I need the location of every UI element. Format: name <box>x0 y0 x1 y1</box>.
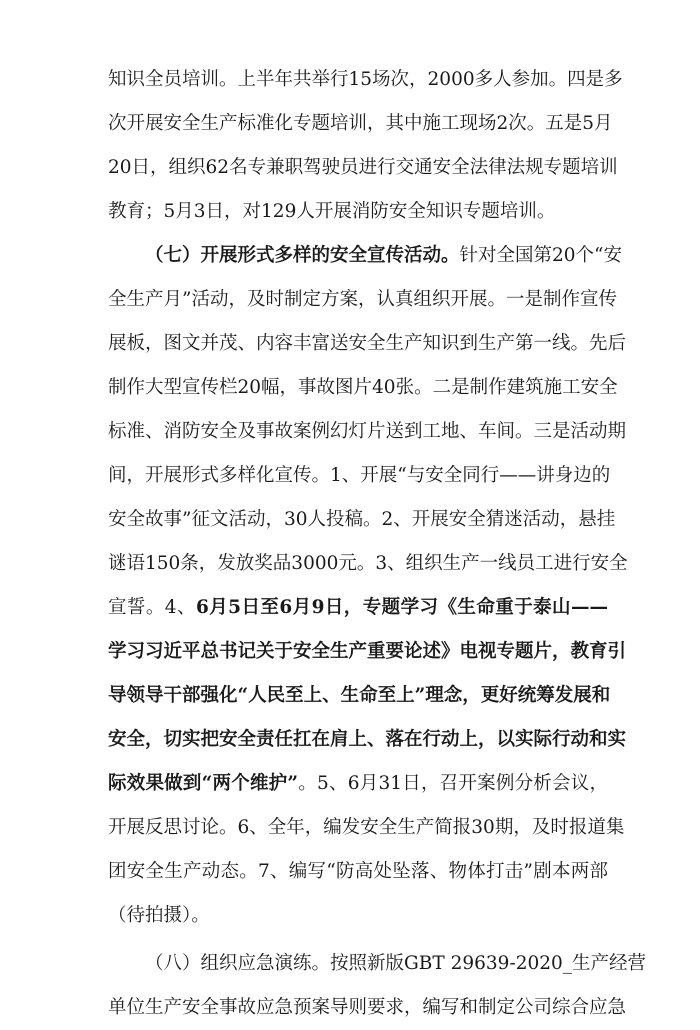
text-line <box>108 542 628 586</box>
text-line <box>108 806 625 850</box>
bold-text-segment: 学习习近平总书记关于安全生产重要论述》电视专题片，教育引 <box>108 641 627 662</box>
text-segment: 标准、消防安全及事故案例幻灯片送到工地、车间。三是活动期 <box>108 421 627 442</box>
text-segment: 谜语150条，发放奖品3000元。3、组织生产一线员工进行安全 <box>108 553 628 574</box>
text-line <box>108 762 608 806</box>
text-line <box>108 190 608 234</box>
text-line <box>108 674 611 718</box>
text-segment: 教育；5月3日，对129人开展消防安全知识专题培训。 <box>108 201 556 222</box>
text-line <box>108 102 613 146</box>
text-segment: 宣誓。4、 <box>108 597 196 618</box>
text-segment: 安全故事”征文活动，30人投稿。2、开展安全猜迷活动，悬挂 <box>108 509 616 530</box>
text-segment: 20日，组织62名专兼职驾驶员进行交通安全法律法规专题培训 <box>108 157 618 178</box>
text-line <box>108 586 608 630</box>
text-line <box>108 278 617 322</box>
bold-text-segment: 导领导干部强化“人民至上、生命至上”理念，更好统筹发展和 <box>108 685 611 706</box>
text-line <box>108 146 618 190</box>
text-line <box>108 986 627 1030</box>
text-segment: 全生产月”活动，及时制定方案，认真组织开展。一是制作宣传 <box>108 289 617 310</box>
text-segment: （待拍摄）。 <box>108 905 210 926</box>
text-line <box>108 630 627 674</box>
text-segment: 。5、6月31日，召开案例分析会议， <box>298 773 608 794</box>
text-segment: 展板，图文并茂、内容丰富送安全生产知识到生产第一线。先后 <box>108 333 627 354</box>
text-line <box>108 894 608 938</box>
text-line <box>108 366 618 410</box>
text-line <box>108 850 608 894</box>
text-line <box>145 234 623 278</box>
text-segment: 次开展安全生产标准化专题培训，其中施工现场2次。五是5月 <box>108 113 613 134</box>
text-line <box>108 454 611 498</box>
text-segment: 间，开展形式多样化宣传。1、开展“与安全同行——讲身边的 <box>108 465 611 486</box>
bold-text-segment: 安全，切实把安全责任扛在肩上、落在行动上，以实际行动和实 <box>108 729 627 750</box>
text-segment: 开展反思讨论。6、全年，编发安全生产简报30期，及时报道集 <box>108 817 625 838</box>
bold-text-segment: 际效果做到“两个维护” <box>108 773 299 794</box>
text-line <box>108 498 616 542</box>
text-segment: 团安全生产动态。7、编写“防高处坠落、物体打击”剧本两部 <box>108 861 608 882</box>
text-line <box>108 410 627 454</box>
text-segment: 针对全国第20个“安 <box>459 245 623 266</box>
bold-text-segment: 6月5日至6月9日，专题学习《生命重于泰山—— <box>195 597 608 618</box>
text-line <box>108 58 623 102</box>
bold-text-segment: （七）开展形式多样的安全宣传活动。 <box>145 245 460 266</box>
text-line <box>108 322 627 366</box>
text-line <box>108 718 627 762</box>
text-segment: 制作大型宣传栏20幅，事故图片40张。二是制作建筑施工安全 <box>108 377 618 398</box>
text-segment: （八）组织应急演练。按照新版GBT 29639-2020_生产经营 <box>145 953 647 974</box>
text-line <box>145 942 647 986</box>
text-segment: 单位生产安全事故应急预案导则要求，编写和制定公司综合应急 <box>108 997 627 1018</box>
text-segment: 知识全员培训。上半年共举行15场次，2000多人参加。四是多 <box>108 69 623 90</box>
